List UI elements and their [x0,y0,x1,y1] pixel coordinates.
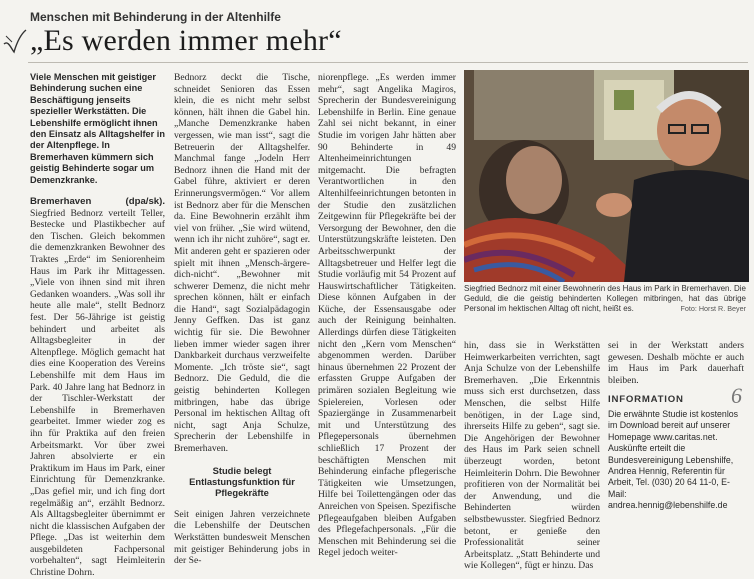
info-title: INFORMATION [608,394,684,406]
kicker: Menschen mit Behinderung in der Altenhilfe [30,10,281,24]
article-column-1 [30,72,165,579]
photo-illustration [464,70,749,282]
article-paragraph: Seit einigen Jahren verzeichnete die Lebenshilfe der Deutschen Werkstätten bundesweit Menschen mit geistiger Behinderung jobs in der Se- [174,508,310,567]
article-column-3 [318,72,456,559]
article-paragraph [30,196,165,579]
photo-caption [464,284,746,313]
article-paragraph: hin, dass sie in Werkstätten Heimwerkarbeiten verrichten, sagt Anja Schulze von der Lebenshilfe Bremerhaven. „Die Erkenntnis muss sich erst durchsetzen, dass Menschen, die selbst Hilfe benötigen, in der Lage sind, ihrerseits Hilfe zu geben“, sagt sie. Die Angehörigen der Bewohner des Haus im Park seien schnell überzeugt worden, betont Heimleiterin Dohrn. Die Bewohner profitieren von der Normalität bei der Anwendung, und die Behinderten würden selbstbewusster. Siegfried Bednorz betont, er genieße den Professionalität seiner Arbeitsplatz. „Statt Behinderte und wie Kollegen“, fügt er hinzu. Das [464,340,600,572]
article-paragraph: Bednorz deckt die Tische, schneidet Senioren das Essen klein, die es nicht mehr selbst können, hält ihnen die Gabel hin. „Manche Demenzkranke haben vergessen, wie man isst“, sagt die Betreuerin der Alltagshelfer. Manchmal fange „Jodeln Herr Bednorz ihnen die Hand mit der Gabel führe, aktiviert er deren Erinnerungsvermögen.“ Vor allem ist Bednorz aber für die Menschen da. Eine Bewohnerin erzählt ihm viel von früher. „Sie wird wütend, wenn ich ihr nicht zuhöre“, sagt er. Mit anderen geht er spazieren oder spielt mit ihnen „Mensch-ärgere-dich-nicht“. „Bewohner mit schwerer Demenz, die nicht mehr sprechen können, hält er einfach die Hand“, sagt Sozialpädagogin Jenny Geffken. Das ist ganz wichtig für sie. Die Bewohner lieben immer wieder sagen ihrer Dankbarkeit durchaus verzweifelte Momente. „Ich tröste sie“, sagt Bednorz. Die Geduld, die die geistig behinderten Kollegen mitbringen, habe das übrige Personal im hektischen Alltag oft nicht, sagt Anja Schulze, Sprecherin der Lebenshilfe in Bremerhaven. [174,72,310,454]
headline: „Es werden immer mehr“ [30,24,342,57]
paragraph-text: Siegfried Bednorz verteilt Teller, Bestecke und Plastikbecher auf den Tischen. Gleich bekommen die demenzkranken Bewohner des Traktes „Erde“ im Seniorenheim Haus im Park ihr Mittagessen. „Viele von ihnen sind mit ihren Gedanken woanders. „Was soll ihr heute alle male“, stellt Bednorz fest. Der 56-Jährige ist geistig behindert und arbeitet als Alltagsbegleiter in der Altenpflege. Möglich gemacht hat dies eine Kooperation des Vereins Lebenshilfe mit dem Haus im Park. 40 Jahre lang hat Bednorz in der Tischler-Werkstatt der Lebenshilfe in Bremerhaven gearbeitet. Immer wieder zog es ihn für Praktika auf den freien Arbeitsmarkt. Vor über zwei Jahren absolvierte er ein Praktikum im Haus im Park, einer Einrichtung für Demenzkranke. „Das gefiel mir, und ich fing dort regelmäßig an“, erzählt Bednorz. Als Alltagsbegleiter übernimmt er nicht die klassischen Aufgaben der Pflege. „Das ist weiterhin dem ausgebildeten Fachpersonal vorbehalten“, sagt Heimleiterin Christine Dohrn. [30,207,165,579]
dateline: Bremerhaven (dpa/sk). [30,196,165,208]
divider [28,62,748,63]
info-text: Die erwähnte Studie ist kostenlos im Download bereit auf unserer Homepage www.caritas.net. Auskünfte erteilt die Bundesvereinigung Lebenshilfe, Andrea Hennig, Referentin für Arbeit, Tel. (030) 20 64 11-0, E-Mail: andrea.hennig@lebenshilfe.de [608,408,739,511]
article-column-2 [174,72,310,567]
article-column-4 [464,340,600,572]
page-number-icon: 6 [731,383,742,409]
subheading: Studie belegt Entlastungsfunktion für Pflegekräfte [189,464,295,499]
info-box [608,383,744,511]
photo-credit: Foto: Horst R. Beyer [680,303,746,313]
editor-check-icon [2,28,28,56]
article-paragraph: niorenpflege. „Es werden immer mehr“, sagt Angelika Magiros, Sprecherin der Bundesvereinigung Lebenshilfe in Berlin. Eine genaue Zahl sei nicht bekannt, in einer Studie im vorigen Jahr hätten aber 90 Behinderte in 49 Altenheimeinrichtungen mitgemacht. Die befragten Verantwortlichen in den Altenhilfeeinrichtungen betonten in der Studie den zusätzlichen Zeitgewinn für Pflegekräfte bei der Versorgung der Bewohner, den die Unterstützungskräfte leisteten. Den Arbeitsschwerpunkt der Alltagsbetreuer und Helfer legt die Studie vorläufig mit 54 Prozent auf Hauswirtschaftlicher Tätigkeiten. Diese können Aufgaben in der Küche, der Essensausgabe oder auch der Reinigung beinhalten. Allerdings dürfen diese Tätigkeiten nicht den „Kern vom Menschen“ abgenommen werden. Darüber hinaus übernehmen 22 Prozent der erfassten Gruppe Aufgaben der primären sozialen Begleitung wie Spielereien, Vorlesen oder Spaziergänge in Zusammenarbeit mit und Unterstützung des Pflegepersonals übernehmen schließlich 17 Prozent der beschäftigten Menschen mit Behinderung einfache pflegerische Tätigkeiten wie Umsetzungen, Hilfe bei Toilettengängen oder das Anreichen von Speisen. Spezifische Pflegeaufgaben bleiben Aufgaben des Pflegefachpersonals. „Für die Menschen mit Behinderung sei die Regel jedoch weiter- [318,72,457,559]
article-column-5 [608,340,744,512]
caption-text: Siegfried Bednorz mit einer Bewohnerin des Haus im Park in Bremerhaven. Die Geduld, die die geistig behinderten Kollegen mitbringen, hat das übrige Personal im hektischen Alltag oft nicht, heißt es. [464,284,746,313]
article-lead: Viele Menschen mit geistiger Behinderung suchen eine Beschäftigung jenseits spezieller Werkstätten. Die Lebenshilfe ermöglicht ihnen den Einsatz als Alltagshelfer in der Altenpflege. In Bremerhaven kümmern sich geistig Behinderte sogar um Demenzkranke. [30,72,165,185]
article-photo [464,70,749,282]
article-paragraph: sei in der Werkstatt anders gewesen. Deshalb möchte er auch im Haus im Park dauerhaft bleiben. [608,340,744,386]
